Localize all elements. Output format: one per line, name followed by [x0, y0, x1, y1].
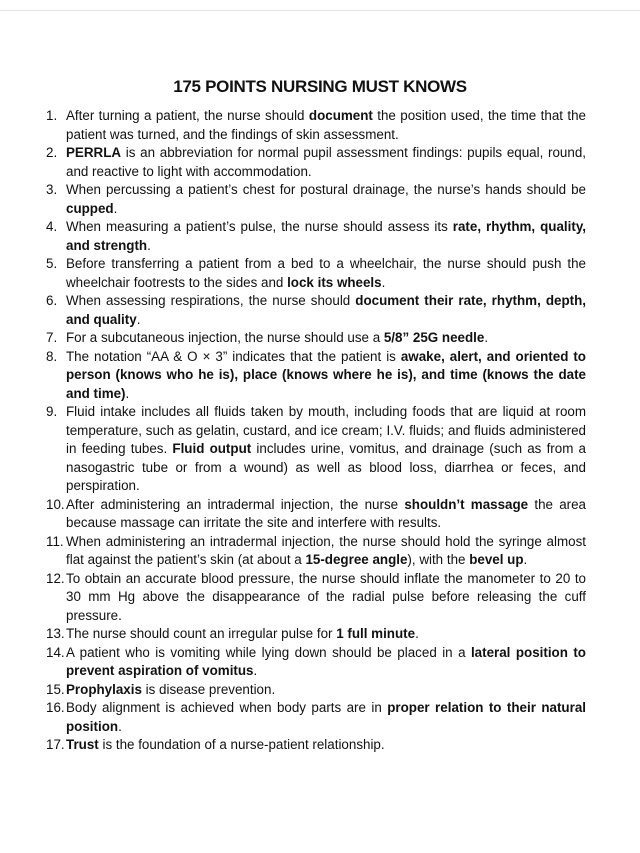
item-number: 6. [46, 293, 58, 308]
item-number: 14. [46, 644, 65, 660]
item-text [66, 256, 586, 290]
emphasis-text: lateral position to prevent aspiration of vomitus [66, 644, 586, 678]
body-text: . [415, 626, 419, 641]
item-number: 15. [46, 681, 65, 697]
list-item [46, 644, 586, 681]
list-item [46, 348, 586, 404]
body-text: is the foundation of a nurse-patient relationship. [98, 737, 385, 752]
emphasis-text: shouldn’t massage [404, 496, 529, 512]
item-text [66, 219, 586, 253]
item-text [66, 349, 586, 401]
list-item [46, 181, 586, 218]
emphasis-text: awake, alert, and oriented to person (knows who he is), place (knows where he is), and time (knows the date and time) [66, 348, 586, 401]
emphasis-text: bevel up [469, 552, 524, 567]
body-text: . [253, 663, 258, 678]
item-number: 4. [46, 219, 58, 234]
body-text: Before transferring a patient from a bed to a wheelchair, the nurse should push the wheelchair footrests to the sides and [66, 256, 586, 290]
body-text: When administering an intradermal injection, the nurse should hold the syringe almost flat against the patient’s skin (at about a [66, 533, 586, 567]
item-text [66, 330, 488, 345]
body-text: . [381, 274, 386, 290]
body-text: ), with the [407, 552, 470, 567]
list-item [46, 107, 586, 144]
item-number: 11. [46, 533, 64, 549]
item-number: 3. [46, 182, 58, 197]
body-text: . [113, 200, 118, 216]
body-text: To obtain an accurate blood pressure, the nurse should inflate the manometer to 20 to 30 mm Hg above the disappearance of the radial pulse before releasing the cuff pressure. [66, 570, 586, 623]
emphasis-text: document [308, 108, 373, 123]
list-item [46, 699, 586, 736]
body-text: includes urine, vomitus, and drainage (such as from a nasogastric tube or from a wound) as well as blood loss, diarrhea or feces, and perspiration. [66, 441, 586, 493]
emphasis-text: Prophylaxis [66, 681, 142, 697]
body-text: After turning a patient, the nurse should [66, 108, 309, 123]
list-item [46, 329, 586, 348]
body-text: is disease prevention. [141, 681, 276, 697]
item-text [66, 737, 385, 752]
list-item [46, 255, 586, 292]
list-item [46, 625, 586, 644]
item-text [66, 182, 586, 216]
list-item [46, 496, 586, 533]
list-item [46, 218, 586, 255]
emphasis-text: Trust [66, 737, 99, 752]
top-divider [0, 10, 640, 11]
body-text: . [147, 237, 151, 253]
body-text: A patient who is vomiting while lying down should be placed in a [66, 644, 471, 660]
body-text: When assessing respirations, the nurse should [66, 293, 356, 308]
page-title: 175 POINTS NURSING MUST KNOWS [173, 77, 467, 97]
body-text: . [136, 311, 141, 327]
emphasis-text: Fluid output [172, 441, 252, 456]
emphasis-text: cupped [66, 200, 114, 216]
item-number: 12. [46, 570, 65, 586]
item-text [66, 108, 586, 142]
list-item [46, 292, 586, 329]
item-number: 10. [46, 496, 65, 512]
body-text: When percussing a patient’s chest for postural drainage, the nurse’s hands should be [66, 182, 586, 197]
emphasis-text: 5/8” 25G needle [383, 330, 485, 345]
body-text: Body alignment is achieved when body parts are in [66, 700, 388, 715]
body-text: . [125, 385, 130, 401]
item-text [66, 293, 586, 327]
emphasis-text: lock its wheels [287, 274, 382, 290]
item-text [66, 700, 586, 734]
body-text: The notation “AA & O × 3” indicates that the patient is [66, 348, 401, 364]
body-text: After administering an intradermal injection, the nurse [66, 496, 405, 512]
item-text [66, 497, 586, 531]
item-number: 13. [46, 626, 65, 641]
item-number: 1. [46, 108, 58, 123]
item-text [66, 145, 586, 179]
item-text [66, 571, 586, 623]
list-item [46, 533, 586, 570]
item-number: 5. [46, 256, 58, 271]
body-text: . [523, 552, 528, 567]
nursing-points-list [46, 107, 586, 755]
list-item [46, 736, 586, 755]
item-number: 9. [46, 404, 58, 419]
emphasis-text: 15-degree angle [305, 552, 408, 567]
item-number: 7. [46, 330, 58, 345]
emphasis-text: 1 full minute [336, 626, 416, 641]
list-item [46, 681, 586, 700]
emphasis-text: PERRLA [66, 145, 122, 160]
body-text: is an abbreviation for normal pupil assessment findings: pupils equal, round, and reactive to light with accommodation. [66, 145, 586, 179]
body-text: When measuring a patient’s pulse, the nurse should assess its [66, 219, 453, 234]
body-text: the area because massage can irritate the site and interfere with results. [66, 496, 586, 530]
item-number: 2. [46, 145, 58, 160]
item-number: 17. [46, 737, 65, 752]
body-text: Fluid intake includes all fluids taken by mouth, including foods that are liquid at room temperature, such as gelatin, custard, and ice cream; I.V. fluids; and fluids administered in feeding tubes. [66, 404, 586, 456]
body-text: The nurse should count an irregular pulse for [66, 626, 337, 641]
emphasis-text: rate, rhythm, quality, and strength [66, 219, 586, 253]
item-text [66, 626, 419, 641]
body-text: . [484, 330, 489, 345]
item-text [66, 682, 275, 697]
body-text: the position used, the time that the patient was turned, and the findings of skin assessment. [66, 108, 586, 142]
emphasis-text: proper relation to their natural position [66, 700, 586, 734]
body-text: For a subcutaneous injection, the nurse should use a [66, 330, 384, 345]
item-number: 8. [46, 348, 58, 364]
list-item [46, 403, 586, 496]
list-item [46, 570, 586, 626]
emphasis-text: document their rate, rhythm, depth, and quality [66, 293, 586, 327]
list-item [46, 144, 586, 181]
item-text [66, 645, 586, 679]
body-text: . [118, 718, 122, 734]
item-text [66, 534, 586, 568]
item-text [66, 404, 586, 493]
item-number: 16. [46, 700, 65, 715]
